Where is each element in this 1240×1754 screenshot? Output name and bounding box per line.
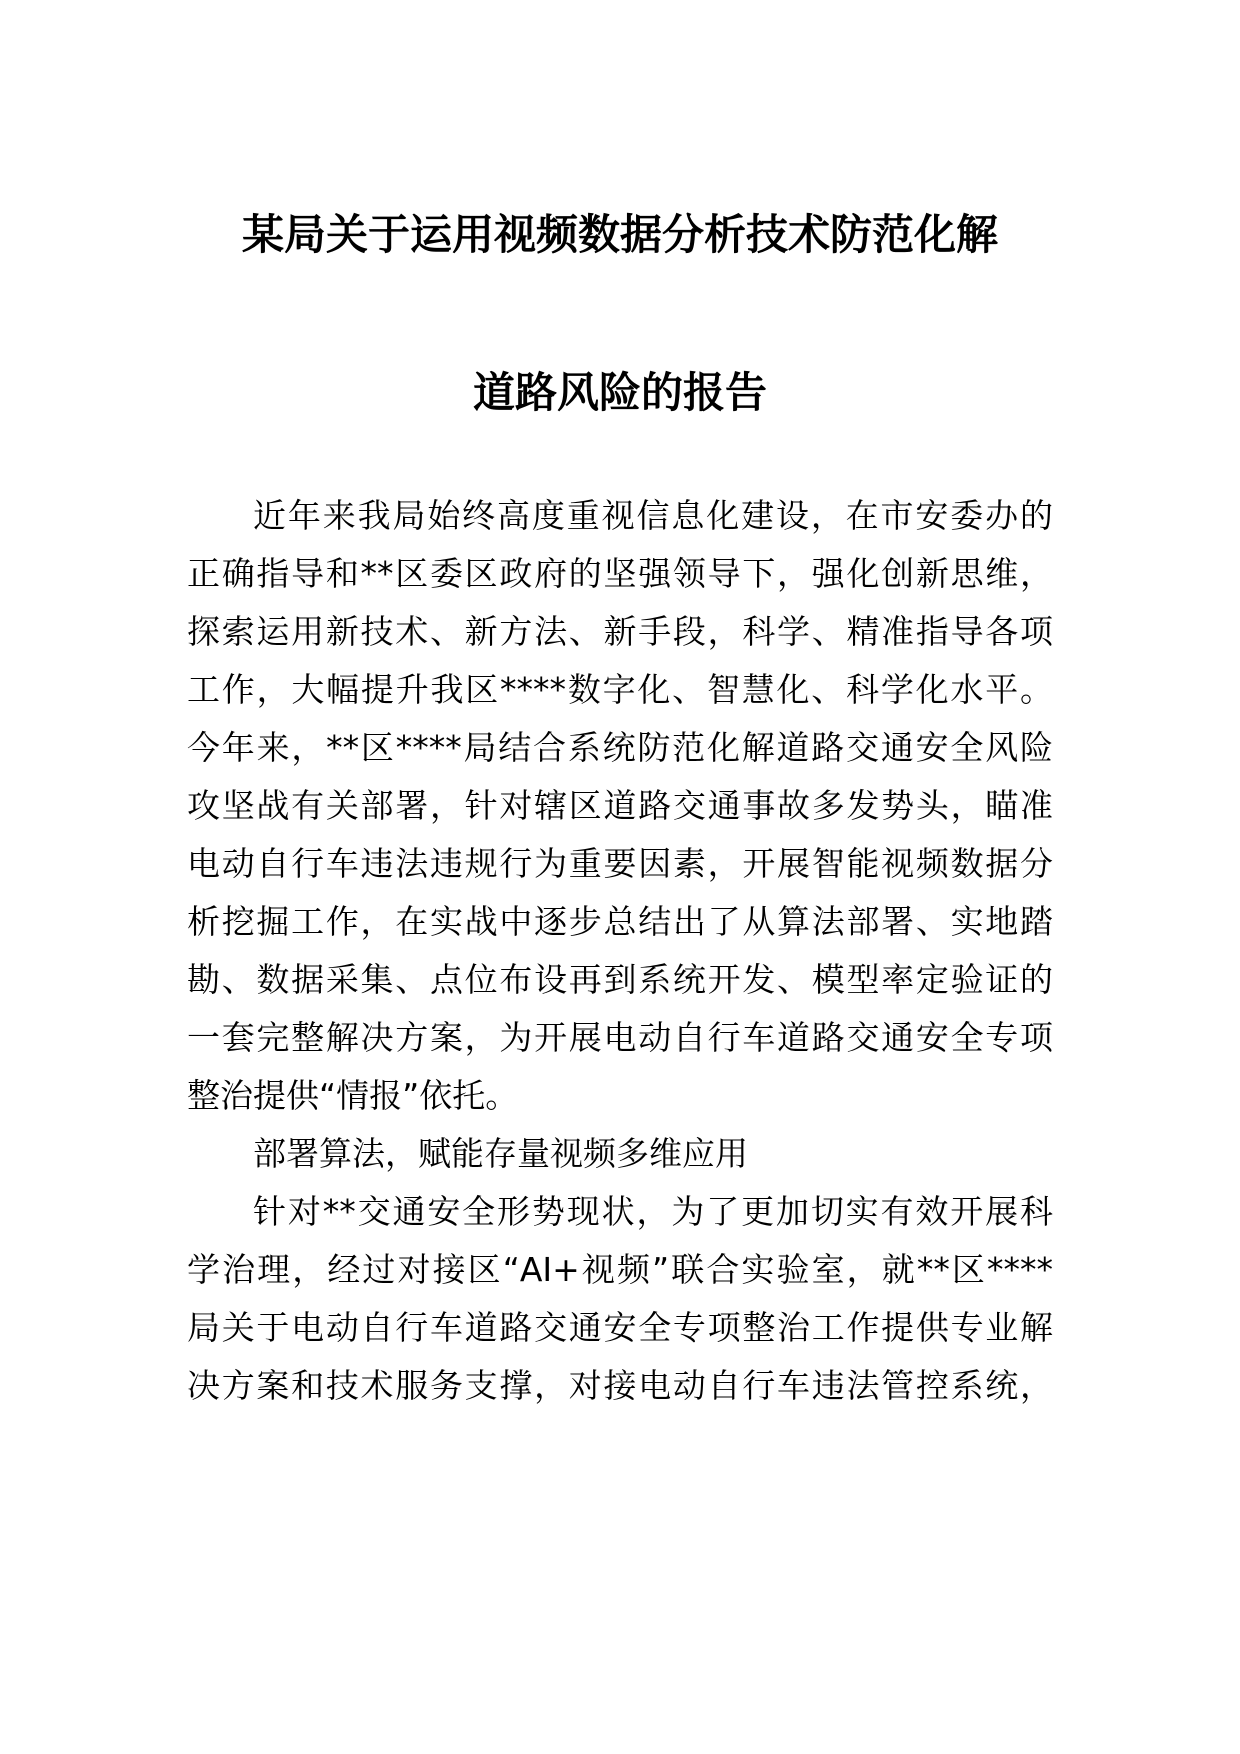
document-title-line-2: 道路风险的报告 (472, 368, 767, 417)
paragraph-1-line-4: 工作，大幅提升我区****数字化、智慧化、科学化水平。 (187, 670, 1053, 709)
paragraph-1-line-7: 电动自行车违法违规行为重要因素，开展智能视频数据分 (187, 844, 1053, 883)
paragraph-1-line-9: 勘、数据采集、点位布设再到系统开发、模型率定验证的 (187, 960, 1053, 999)
paragraph-1-line-10: 一套完整解决方案，为开展电动自行车道路交通安全专项 (187, 1018, 1053, 1057)
paragraph-1-line-1: 近年来我局始终高度重视信息化建设，在市安委办的 (253, 496, 1053, 535)
paragraph-1-line-6: 攻坚战有关部署，针对辖区道路交通事故多发势头，瞄准 (187, 786, 1053, 825)
paragraph-1-line-3: 探索运用新技术、新方法、新手段，科学、精准指导各项 (187, 612, 1053, 651)
document-title-line-1: 某局关于运用视频数据分析技术防范化解 (241, 210, 998, 259)
paragraph-2-line-4: 决方案和技术服务支撑，对接电动自行车违法管控系统， (187, 1366, 1053, 1405)
section-heading: 部署算法，赋能存量视频多维应用 (253, 1134, 748, 1173)
paragraph-2-line-1: 针对**交通安全形势现状，为了更加切实有效开展科 (253, 1192, 1053, 1231)
paragraph-2-line-2: 学治理，经过对接区“AI+视频”联合实验室，就**区**** (187, 1250, 1053, 1289)
paragraph-1-line-8: 析挖掘工作，在实战中逐步总结出了从算法部署、实地踏 (187, 902, 1053, 941)
paragraph-1-line-11: 整治提供“情报”依托。 (187, 1076, 519, 1115)
paragraph-2-line-3: 局关于电动自行车道路交通安全专项整治工作提供专业解 (187, 1308, 1053, 1347)
paragraph-1-line-2: 正确指导和**区委区政府的坚强领导下，强化创新思维， (187, 554, 1053, 593)
paragraph-1-line-5: 今年来，**区****局结合系统防范化解道路交通安全风险 (187, 728, 1053, 767)
